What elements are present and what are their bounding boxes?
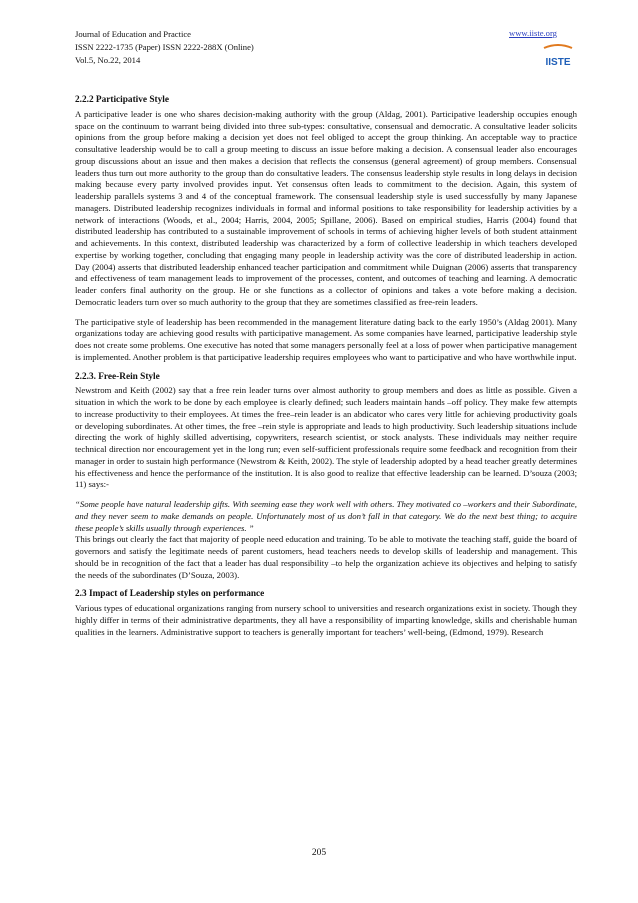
section-heading-2-3: 2.3 Impact of Leadership styles on performance	[75, 589, 265, 600]
section-heading-2-2-2: 2.2.2 Participative Style	[75, 95, 169, 105]
website-link[interactable]: www.iiste.org	[509, 28, 557, 38]
paragraph: Various types of educational organizations ranging from nursery school to universities and research organizations exist in society. Though they highly differ in terms of their administrative departments, they all have a responsibility of imparting knowledge, skills and cherishable human qualities in the learners. Administrative support to teachers is generally important for teachers’ well-being, (Edmond, 1979). Research	[75, 603, 577, 637]
paragraph: This brings out clearly the fact that majority of people need education and training. To be able to motivate the teaching staff, guide the board of governors and satisfy the legitimate needs of parent customers, head teachers needs to develop skills of leadership and management. This should be in recognition of the fact that a leader has dual responsibility –to help the organization achieve its objectives and helping to satisfy the needs of the subordinates (D’Souza, 2003).	[75, 534, 577, 580]
journal-title: Journal of Education and Practice	[75, 29, 191, 39]
page-header	[75, 28, 575, 67]
page-number: 205	[311, 848, 327, 858]
section-heading-2-2-3: 2.2.3. Free-Rein Style	[75, 371, 160, 382]
volume-line: Vol.5, No.22, 2014	[75, 55, 141, 65]
article-body	[75, 95, 577, 646]
paragraph: A participative leader is one who shares decision-making authority with the group (Aldag, 2001). Participative leadership occupies enough space on the continuum to warrant being divided into three sub-types: consultative, consensual and democratic. A consultative leader solicits opinions from the group before making a decision yet does not feel obliged to accept the group thinking. An acceptable way to practice consultative leadership would be to call a group meeting to discuss an issue before making a decision. A consensual leader also encourages group discussions about an issue and then makes a decision that reflects the consensus (general agreement) of group members. Consensual leaders thus turn out more authority to the group than do consultative leaders. The consensus leadership style results in long delays in decision making because every party involved provides input. Yet consensus often leads to commitment to the decision. Again, this system of leadership parallels systems 3 and 4 of the conceptual framework. The consensual leadership style is used successfully by many Japanese managers. Distributed leadership recognizes individuals in formal and informal positions to take responsibility for leadership activities by a network of interactions (Woods, et al., 2004; Harris, 2004, 2005; Spillane, 2006). Based on empirical studies, Harris (2004) found that distributed leadership has contributed to a sustainable improvement of schools in terms of achieving higher levels of both student attainment and achievements. In this context, distributed leadership was characterized by a form of collective leadership in which teachers developed expertise by working together, concluding that engaging many people in leadership activity was the core of distributed leadership in action. Day (2004) asserts that distributed leadership enhanced teacher participation and commitment while Duignan (2006) asserts that transparency and effectiveness of team management leads to improvement of the processes, content, and outcomes of teaching and learning. A democratic leader confers final authority on the group. He or she functions as a collector of opinions and takes a vote before making a decision. Democratic leaders turn over so much authority to the group that they are sometimes classified as free-rein leaders.	[75, 108, 577, 307]
paragraph: The participative style of leadership has been recommended in the management literature dating back to the early 1950’s (Aldag 2001). Many organizations today are achieving good results with participative management. As some companies have learned, participative leadership style does not create some problems. One executive has noted that some managers personally feel at a loss of power when participative management is implemented. Another problem is that participative leadership requires employees who want to participative and who have worthwhile input.	[75, 316, 577, 362]
logo-text: IISTE	[545, 57, 571, 68]
iiste-logo	[540, 42, 576, 72]
issn-line: ISSN 2222-1735 (Paper) ISSN 2222-288X (Online)	[75, 42, 254, 52]
paragraph: Newstrom and Keith (2002) say that a free rein leader turns over almost authority to group members and does as little as possible. Given a situation in which the work to be done by each employee is clearly defined; such leaders maintain hands –off policy. They make few attempts to increase productivity to their employees. At times the free–rein leader is an abdicator who cares very little for achieving productivity goals or developing subordinates. At other times, the free –rein style is appropriate and leads to high productivity. Such leadership situations include directing the work of highly skilled advertising, copywriters, research scientist, or stock analysts. These individuals may neither require technical direction nor encouragement yet in the long run; even self-sufficient professionals require some feedback and recognition from their manager in order to sustain high performance (Newstrom & Keith, 2002). The style of leadership adopted by a head teacher greatly determines his effectiveness and hence the performance of the institution. It is also good to realize that effective leadership can be learned. D’souza (2003; 11) says:-	[75, 385, 577, 490]
block-quote: “Some people have natural leadership gifts. With seeming ease they work well with others. They motivated co –workers and their Subordinate, and they never seem to make demands on people. Unfortunately most of us don’t fall in that category. We do the next best thing; to acquire these people’s skills usually through experiences. ”	[75, 499, 577, 533]
